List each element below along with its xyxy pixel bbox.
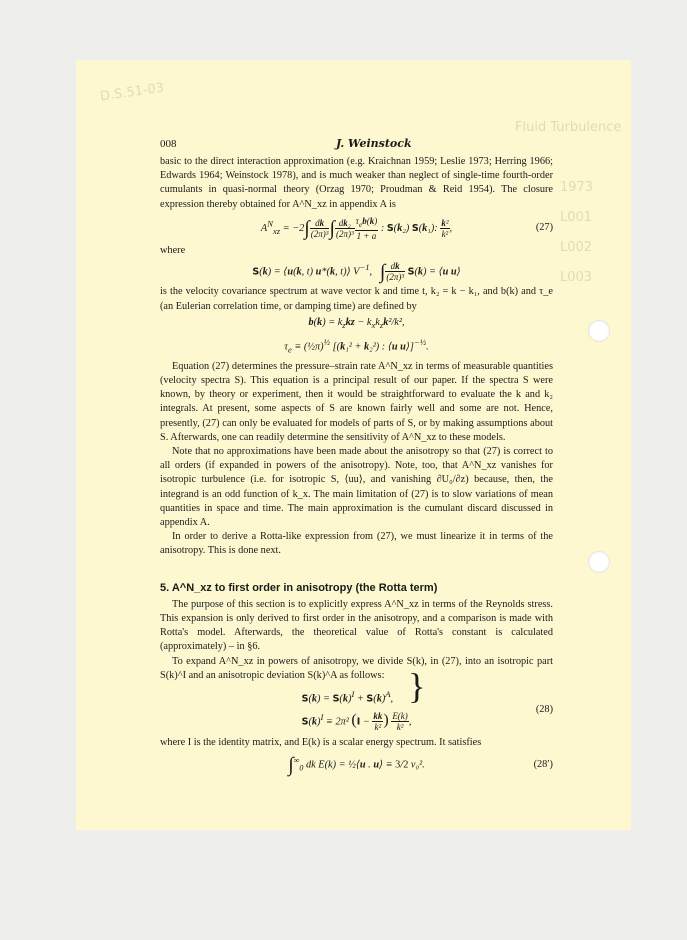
running-header [160,137,553,155]
paragraph: is the velocity covariance spectrum at wave vector k and time t, k₂ = k − k₁, and b(k) and τ_e (an Eulerian correlation time, or damping time) are defined by [160,286,553,312]
paragraph: where I is the identity matrix, and E(k) is a scalar energy spectrum. It satisfies [160,737,482,749]
equation-b-definition: $b(k) = k_zkz - k_xk_zk^2/k^2$, [308,316,405,330]
page-number: 008 [160,138,177,150]
punch-hole-top [588,320,610,342]
paragraph: In order to derive a Rotta-like expression from (27), we must linearize it in terms of the anisotropy. This is done next. [160,531,553,557]
author-header: J. Weinstock [336,137,412,150]
pencil-note: L002 [560,240,593,255]
paragraph: Equation (27) determines the pressure–strain rate A^N_xz in terms of measurable quantities (velocity spectra S). This equation is a principal result of our paper. If the spectra S were known, by theory or experiment, then it would be straightforward to evaluate the k and k₂ integrals. At present, some aspects of S are known fairly well and some are not. Hence, presently, (27) can only be evaluated for models of parts of S, or by making assumptions about S. Afterwards, one can readily determine the sensitivity of A^N_xz to these models. [160,360,553,443]
pencil-note: L003 [560,270,593,285]
pencil-note: 1973 [560,180,594,195]
pencil-note: D.S.51-03 [99,80,166,105]
paragraph: To expand A^N_xz in powers of anisotropy, we divide S(k), in (27), into an isotropic part S(k)^I and an anisotropic deviation S(k)^A as follows: [160,655,553,681]
section-heading: 5. A^N_xz to first order in anisotropy (the Rotta term) [160,581,438,594]
equation-number: (28′) [533,759,553,771]
equation-tau-definition: $\tau_e$ ≡ (½π)$^{\frac{1}{2}}$ [(k₁² + k₂²) : ⟨u u⟩]$^{-\frac{1}{2}}$. [284,337,429,355]
equation-27: $A^N_{xz} = -2\int$ $\frac{dk}{\text{(2π)³}}$ ∫ $\frac{\text{dk₂}}{\text{(2π)³}}$ $\frac{\tau_eb(k)}{1 + a}$ : S(k₂) S(k₁): $\frac{\text{k²}}{\text{k²}}$ , (27) [260,215,553,241]
pencil-note: L001 [560,210,593,225]
spacer [160,559,553,571]
paragraph: Note that no approximations have been made about the anisotropy so that (27) is correct to all orders (if expanded in powers of the anisotropy). Note, too, that A^N_xz vanishes for isotropic turbulence (i.e. for isotropic S, ⟨uu⟩, and vanishing ∂U₀/∂z) because, then, the integrand is an odd function of k_x. The main limitation of (27) is to slow variations of mean quantities in space and time. The main approximation is the cumulant discard discussed in appendix A. [160,445,553,528]
paragraph: basic to the direct interaction approximation (e.g. Kraichnan 1959; Leslie 1973; Herring 1966; Edwards 1964; Weinstock 1978), and is much weaker than neglect of single-time fourth-order cumulants in quasi-normal theory (Orzag 1970; Proudman & Reid 1954). The closure expression thereby obtained for A^N_xz in appendix A is [160,156,553,210]
paragraph: where [160,244,186,256]
equation-spectrum-definition: S(k) = ⟨u(k, t) u*(k, t)⟩ $V^{-1}$, ∫ $\frac{dk}{\text{(2π)³}}$ S(k) = ⟨u u⟩ [252,260,461,283]
equation-number: (28) [535,703,553,715]
page-content [160,137,553,779]
paragraph: The purpose of this section is to explicitly express A^N_xz in terms of the Reynolds stress. This expansion is only derived to first order in the anisotropy, and a comparison is made with Rotta's model. Afterwards, the theoretical value of Rotta's constant is calculated (approximately) – in §6. [160,598,553,653]
equation-number: (27) [535,222,553,234]
equation-28: $S(k) = S(k)^I + S(k)^A$, $S(k)^I \equiv 2\pi^2$ (I − $\frac{kk}{\text{k²}}$ ) $\frac{E(k)}{\text{k²}}$ , } (28) [301,665,553,733]
equation-28-prime: $\int^\infty_0$ dk E(k) = ½⟨u . u⟩ ≡ 3/2 v₀². (28′) [288,754,553,777]
punch-hole-bottom [588,551,610,573]
pencil-note: Fluid Turbulence [515,120,622,135]
